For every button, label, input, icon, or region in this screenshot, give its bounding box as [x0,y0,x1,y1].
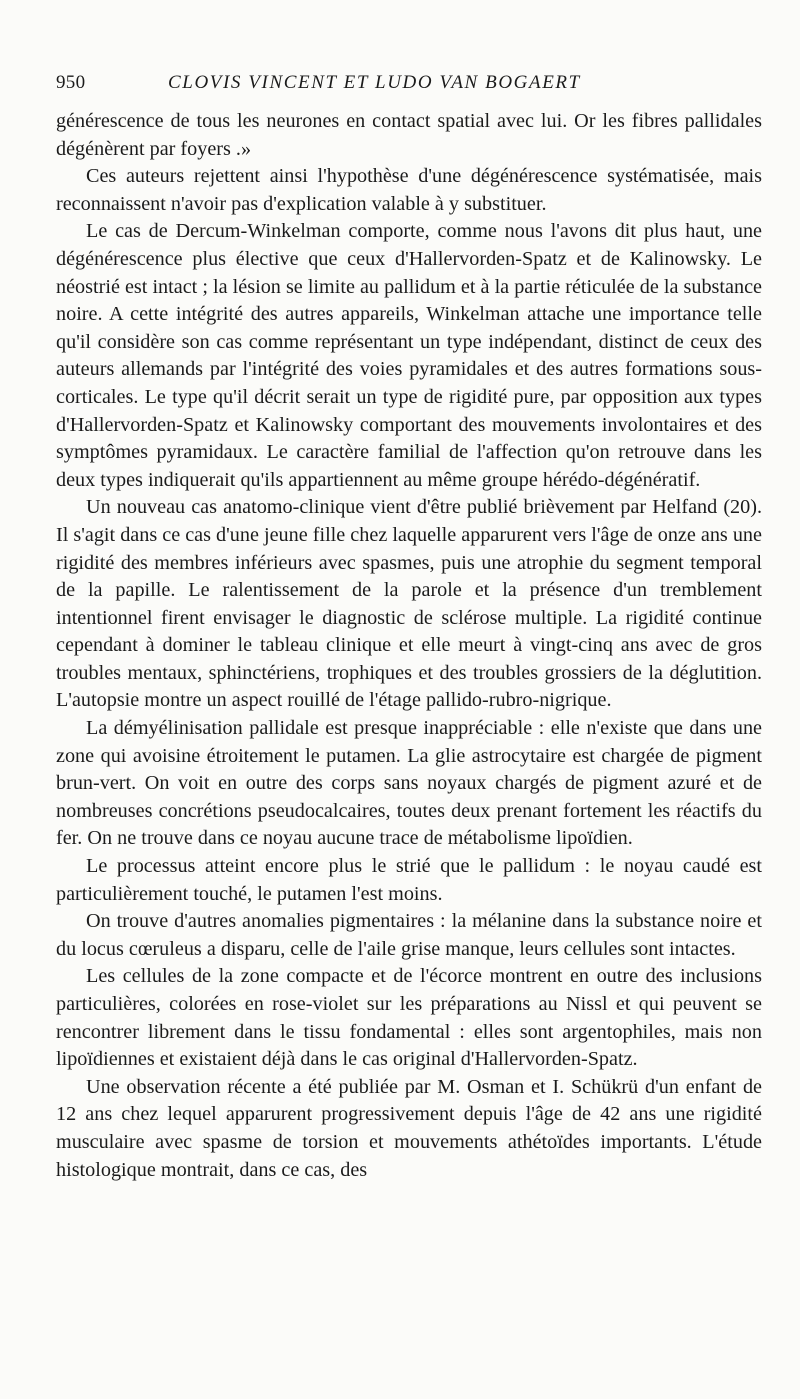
paragraph: La démyélinisation pallidale est presque inappréciable : elle n'existe que dans une zone qui avoisine étroitement le putamen. La glie astrocytaire est chargée de pigment brun-vert. On voit en outre des corps sans noyaux chargés de pigment azuré et de nombreuses concrétions pseudocalcaires, toutes deux prenant fortement les réactifs du fer. On ne trouve dans ce noyau aucune trace de métabolisme lipoïdien. [56,717,762,850]
paragraph: On trouve d'autres anomalies pigmentaires : la mélanine dans la substance noire et du locus cœruleus a disparu, celle de l'aile grise manque, leurs cellules sont intactes. [56,910,762,960]
paragraph: Le cas de Dercum-Winkelman comporte, comme nous l'avons dit plus haut, une dégénérescence plus élective que ceux d'Hallervorden-Spatz et de Kalinowsky. Le néostrié est intact ; la lésion se limite au pallidum et à la partie réticulée de la substance noire. A cette intégrité des autres appareils, Winkelman attache une importance telle qu'il considère son cas comme représentant un type indépendant, distinct de ceux des auteurs allemands par l'intégrité des voies pyramidales et des autres formations sous-corticales. Le type qu'il décrit serait un type de rigidité pure, par opposition aux types d'Hallervorden-Spatz et Kalinowsky comportant des mouvements involontaires et des symptômes pyramidaux. Le caractère familial de l'affection qu'on retrouve dans les deux types indiquerait qu'ils appartiennent au même groupe hérédo-dégénératif. [56,220,762,491]
paragraph: Une observation récente a été publiée par M. Osman et I. Schükrü d'un enfant de 12 ans chez lequel apparurent progressivement depuis l'âge de 42 ans une rigidité musculaire avec spasme de torsion et mouvements athétoïdes importants. L'étude histologique montrait, dans ce cas, des [56,1075,762,1181]
running-head [56,72,762,102]
paragraph: Ces auteurs rejettent ainsi l'hypothèse d'une dégénérescence systématisée, mais reconnaissent n'avoir pas d'explication valable à y substituer. [56,165,762,215]
paragraph: Un nouveau cas anatomo-clinique vient d'être publié brièvement par Helfand (20). Il s'agit dans ce cas d'une jeune fille chez laquelle apparurent vers l'âge de onze ans une rigidité des membres inférieurs avec spasmes, puis une atrophie du segment temporal de la papille. Le ralentissement de la parole et la présence d'un tremblement intentionnel firent envisager le diagnostic de sclérose multiple. La rigidité continue cependant à dominer le tableau clinique et elle meurt à vingt-cinq ans avec de gros troubles mentaux, sphinctériens, trophiques et des troubles grossiers de la déglutition. L'autopsie montre un aspect rouillé de l'étage pallido-rubro-nigrique. [56,496,762,712]
paragraph: Les cellules de la zone compacte et de l'écorce montrent en outre des inclusions particulières, colorées en rose-violet sur les préparations au Nissl et qui peuvent se rencontrer librement dans le tissu fondamental : elles sont argentophiles, mais non lipoïdiennes et existaient déjà dans le cas original d'Hallervorden-Spatz. [56,965,762,1071]
page-number: 950 [56,72,86,93]
paragraph-continuation: générescence de tous les neurones en contact spatial avec lui. Or les fibres pallidales dégénèrent par foyers .» [56,110,762,160]
running-title: CLOVIS VINCENT ET LUDO VAN BOGAERT [168,72,581,93]
paragraph: Le processus atteint encore plus le strié que le pallidum : le noyau caudé est particulièrement touché, le putamen l'est moins. [56,855,762,905]
body-text [56,108,762,1184]
